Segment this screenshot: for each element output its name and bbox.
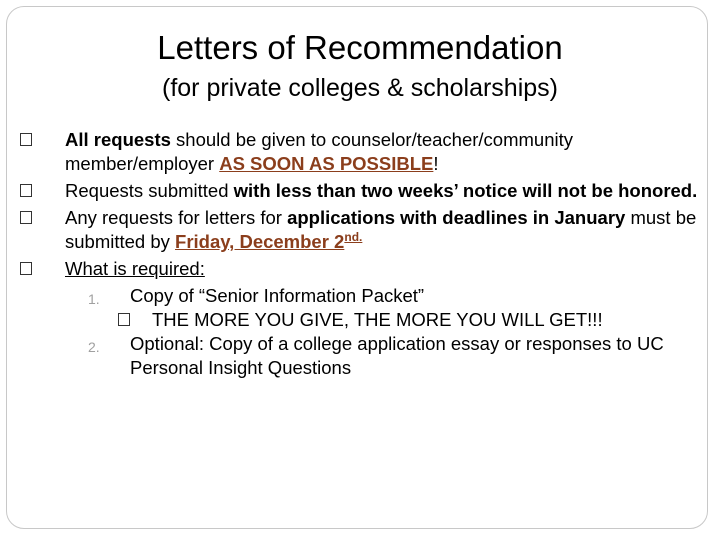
bullet-text: Any requests for letters for [65,207,288,228]
slide-body [20,128,700,380]
list-item-1 [20,284,700,308]
list-item-text: Copy of “Senior Information Packet” [130,285,425,306]
emphasis-text: AS SOON AS POSSIBLE [219,153,434,174]
sub-bullet-text: THE MORE YOU GIVE, THE MORE YOU WILL GET!!! [152,309,603,330]
bullet-what-is-required [20,257,700,281]
bullet-text: Requests submitted [65,180,234,201]
sub-bullet [20,308,700,332]
bullet-text-bold: applications with deadlines in January [287,207,626,228]
list-item-text: Optional: Copy of a college application essay or responses to UC Personal Insight Questions [130,333,664,378]
checkbox-bullet-icon [118,313,130,326]
page-subtitle: (for private colleges & scholarships) [162,74,558,102]
date-suffix: nd. [344,229,363,244]
list-number: 2. [88,339,100,355]
bullet-january-deadlines [20,206,700,254]
checkbox-bullet-icon [20,133,32,146]
bullet-text-underlined: What is required: [65,258,205,279]
list-item-2 [20,332,700,380]
bullet-text: must be submitted by [65,207,697,252]
checkbox-bullet-icon [20,211,32,224]
bullet-text: should be given to counselor/teacher/community member/employer [65,129,573,174]
checkbox-bullet-icon [20,262,32,275]
bullet-text: ! [433,153,439,174]
bullet-text-bold: with less than two weeks’ notice will not be honored. [233,180,698,201]
bullet-text-bold: All requests [65,129,171,150]
deadline-date: Friday, December 2 [175,231,345,252]
bullet-two-weeks [20,179,700,203]
bullet-all-requests [20,128,700,176]
checkbox-bullet-icon [20,184,32,197]
list-number: 1. [88,291,100,307]
page-title: Letters of Recommendation [157,29,563,66]
